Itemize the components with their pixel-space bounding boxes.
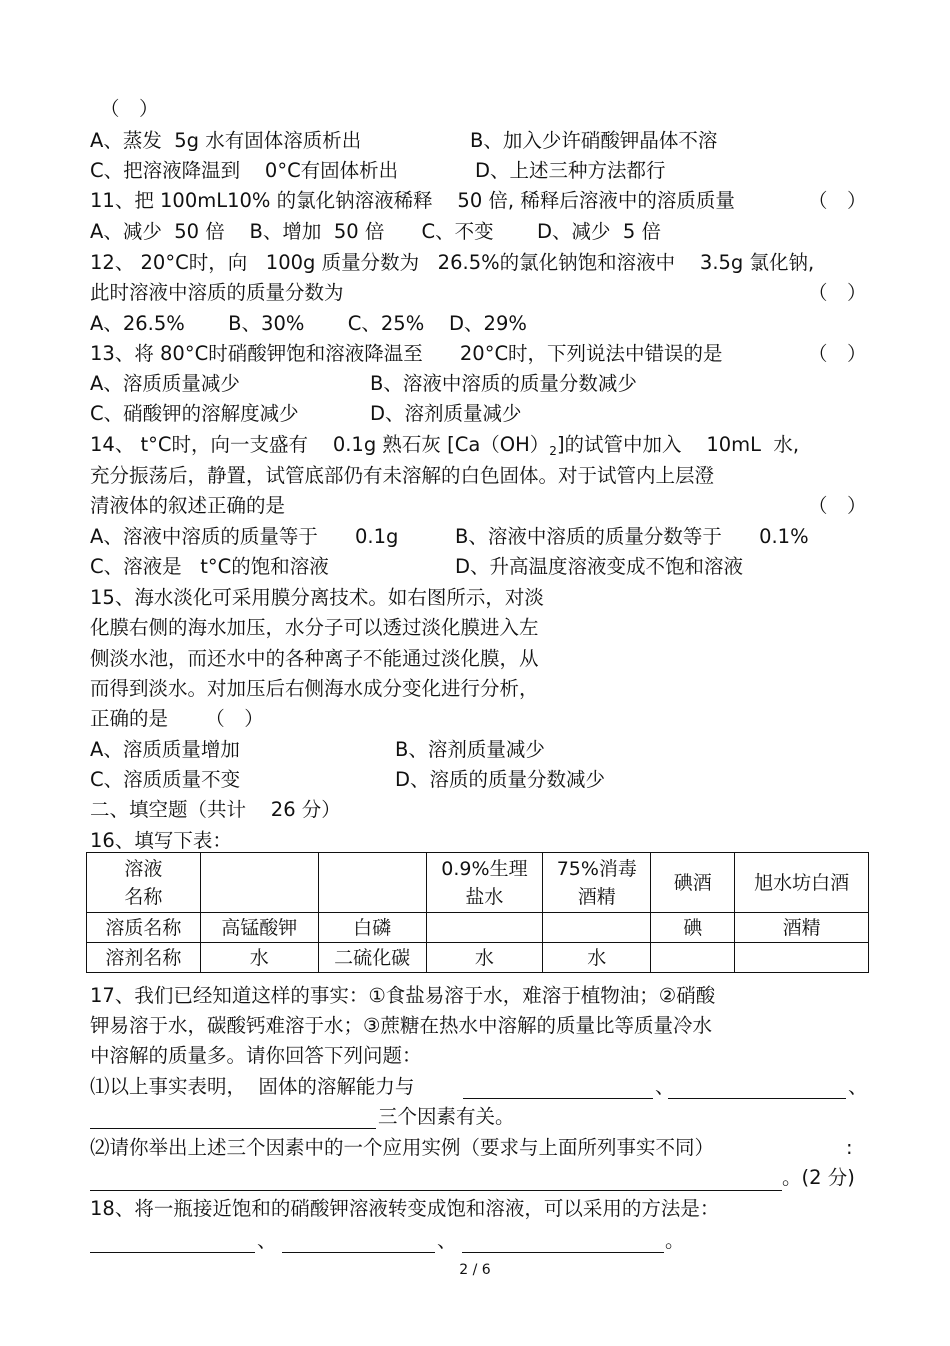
q15-line2: 化膜右侧的海水加压，水分子可以透过淡化膜进入左 bbox=[90, 616, 539, 639]
table-cell bbox=[200, 853, 318, 913]
q12-options: A、26.5% B、30% C、25% D、29% bbox=[90, 312, 527, 335]
q11-bracket: （ ） bbox=[808, 189, 867, 212]
table-cell bbox=[651, 943, 735, 973]
q11-options: A、减少 50 倍 B、增加 50 倍 C、不变 D、减少 5 倍 bbox=[90, 220, 662, 243]
q14-bracket: （ ） bbox=[808, 494, 867, 517]
answer-blank[interactable] bbox=[463, 1080, 653, 1099]
page-number: 2 / 6 bbox=[459, 1262, 491, 1278]
q17-part2: ⑵请你举出上述三个因素中的一个应用实例（要求与上面所列事实不同） bbox=[90, 1136, 715, 1159]
table-cell: 75%消毒 酒精 bbox=[543, 853, 651, 913]
q13-option-c: C、硝酸钾的溶解度减少 bbox=[90, 402, 299, 425]
table-cell: 旭水坊白酒 bbox=[735, 853, 869, 913]
q13-option-a: A、溶质质量减少 bbox=[90, 372, 240, 395]
separator: 、 bbox=[848, 1075, 868, 1098]
q12-line1: 12、 20°C时，向 100g 质量分数为 26.5%的氯化钠饱和溶液中 3.5g 氯化钠, bbox=[90, 251, 815, 274]
q15-option-c: C、溶质质量不变 bbox=[90, 768, 241, 791]
q16-text: 16、填写下表： bbox=[90, 829, 232, 852]
q14-line2: 充分振荡后，静置，试管底部仍有未溶解的白色固体。对于试管内上层澄 bbox=[90, 464, 715, 487]
q10-option-d: D、上述三种方法都行 bbox=[475, 159, 666, 182]
q12-line2: 此时溶液中溶质的质量分数为 bbox=[90, 281, 344, 304]
q15-line3: 侧淡水池，而还水中的各种离子不能通过淡化膜，从 bbox=[90, 647, 539, 670]
q10-option-a: A、蒸发 5g 水有固体溶质析出 bbox=[90, 129, 362, 152]
q17-part1: ⑴以上事实表明， 固体的溶解能力与 bbox=[90, 1075, 415, 1098]
q15-line1: 15、海水淡化可采用膜分离技术。如右图所示，对淡 bbox=[90, 586, 544, 609]
answer-blank[interactable] bbox=[462, 1234, 664, 1253]
q11-text: 11、把 100mL10% 的氯化钠溶液稀释 50 倍, 稀释后溶液中的溶质质量 bbox=[90, 189, 735, 212]
separator: 、 bbox=[655, 1075, 675, 1098]
q10-option-c: C、把溶液降温到 0°C有固体析出 bbox=[90, 159, 399, 182]
table-cell: 水 bbox=[426, 943, 543, 973]
answer-blank[interactable] bbox=[668, 1080, 846, 1099]
answer-blank[interactable] bbox=[90, 1172, 782, 1191]
table-row-solvent bbox=[87, 943, 869, 973]
answer-blank[interactable] bbox=[282, 1234, 435, 1253]
q15-option-a: A、溶质质量增加 bbox=[90, 738, 240, 761]
answer-blank[interactable] bbox=[90, 1110, 376, 1129]
q14-subscript: 2 bbox=[549, 444, 557, 458]
table-cell bbox=[543, 913, 651, 943]
q10-bracket: （ ） bbox=[100, 97, 159, 120]
q14-line3: 清液体的叙述正确的是 bbox=[90, 494, 286, 517]
q12-bracket: （ ） bbox=[808, 281, 867, 304]
table-cell: 二硫化碳 bbox=[318, 943, 426, 973]
q15-option-d: D、溶质的质量分数减少 bbox=[395, 768, 606, 791]
q17-line2: 钾易溶于水，碳酸钙难溶于水；③蔗糖在热水中溶解的质量比等质量冷水 bbox=[90, 1014, 712, 1037]
table-cell: 酒精 bbox=[735, 913, 869, 943]
table-cell: 高锰酸钾 bbox=[200, 913, 318, 943]
answer-blank[interactable] bbox=[90, 1234, 255, 1253]
separator: 、 bbox=[257, 1229, 277, 1252]
colon: : bbox=[846, 1136, 853, 1159]
separator: 、 bbox=[437, 1229, 457, 1252]
q15-line4: 而得到淡水。对加压后右侧海水成分变化进行分析， bbox=[90, 677, 539, 700]
q13-option-b: B、溶液中溶质的质量分数减少 bbox=[370, 372, 637, 395]
q14-option-a: A、溶液中溶质的质量等于 0.1g bbox=[90, 525, 399, 548]
q14-option-c: C、溶液是 t°C的饱和溶液 bbox=[90, 555, 329, 578]
q17-line1: 17、我们已经知道这样的事实：①食盐易溶于水，难溶于植物油；②硝酸 bbox=[90, 984, 716, 1007]
table-cell: 溶质名称 bbox=[87, 913, 201, 943]
table-cell: 白磷 bbox=[318, 913, 426, 943]
q18-line1: 18、将一瓶接近饱和的硝酸钾溶液转变成饱和溶液，可以采用的方法是： bbox=[90, 1197, 720, 1220]
q14-line1 bbox=[90, 432, 799, 464]
q13-bracket: （ ） bbox=[808, 342, 867, 365]
q17-part1-end: 三个因素有关。 bbox=[378, 1105, 515, 1128]
q10-option-b: B、加入少许硝酸钾晶体不溶 bbox=[470, 129, 718, 152]
q14-option-d: D、升高温度溶液变成不饱和溶液 bbox=[455, 555, 744, 578]
q13-option-d: D、溶剂质量减少 bbox=[370, 402, 522, 425]
section-2-title: 二、填空题（共计 26 分） bbox=[90, 798, 341, 821]
table-cell: 碘 bbox=[651, 913, 735, 943]
table-cell: 碘酒 bbox=[651, 853, 735, 913]
q13-text: 13、将 80°C时硝酸钾饱和溶液降温至 20°C时，下列说法中错误的是 bbox=[90, 342, 723, 365]
solution-table bbox=[86, 852, 869, 973]
table-cell: 0.9%生理 盐水 bbox=[426, 853, 543, 913]
table-cell: 溶剂名称 bbox=[87, 943, 201, 973]
table-cell: 水 bbox=[543, 943, 651, 973]
q17-part2-end: 。(2 分) bbox=[782, 1166, 855, 1189]
q15-line5: 正确的是 （ ） bbox=[90, 707, 264, 730]
q14-option-b: B、溶液中溶质的质量分数等于 0.1% bbox=[455, 525, 809, 548]
q15-option-b: B、溶剂质量减少 bbox=[395, 738, 545, 761]
period: 。 bbox=[665, 1229, 685, 1252]
table-cell bbox=[318, 853, 426, 913]
q14-line1-pre: 14、 t°C时，向一支盛有 0.1g 熟石灰 [Ca（OH） bbox=[90, 433, 550, 456]
table-cell bbox=[735, 943, 869, 973]
q17-line3: 中溶解的质量多。请你回答下列问题： bbox=[90, 1044, 422, 1067]
table-cell bbox=[426, 913, 543, 943]
table-cell: 溶液 名称 bbox=[87, 853, 201, 913]
q14-line1-post: ]的试管中加入 10mL 水, bbox=[556, 433, 800, 456]
table-row-solute bbox=[87, 913, 869, 943]
table-cell: 水 bbox=[200, 943, 318, 973]
table-row-header bbox=[87, 853, 869, 913]
